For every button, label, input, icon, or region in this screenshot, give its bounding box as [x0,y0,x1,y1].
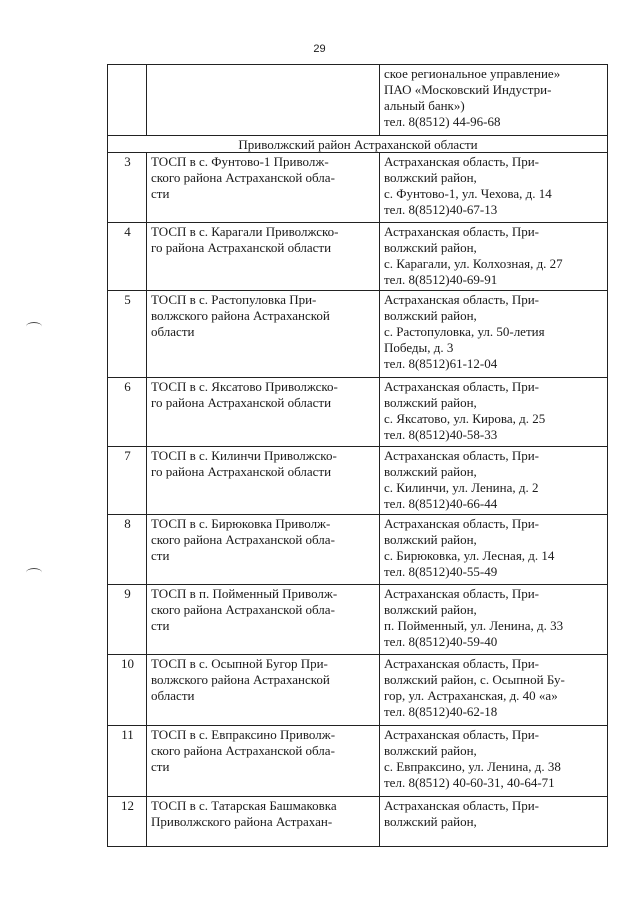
address-line: Астраханская область, При- [384,727,539,742]
address-line: тел. 8(8512)61-12-04 [384,356,498,371]
cell-address [380,447,608,515]
address-line: волжский район, [384,814,477,829]
address-line: тел. 8(8512)40-66-44 [384,496,498,511]
cell-number: 11 [108,726,147,797]
table-row [108,378,608,447]
address-line: альный банк») [384,98,465,113]
cell-number: 9 [108,585,147,655]
cell-address [380,378,608,447]
cell-name [147,797,380,847]
address-line: п. Пойменный, ул. Ленина, д. 33 [384,618,564,633]
table-row [108,797,608,847]
table-row [108,291,608,378]
margin-mark [26,322,42,331]
address-line: волжский район, [384,532,477,547]
address-line: Астраханская область, При- [384,656,539,671]
address-line: тел. 8(8512)40-59-40 [384,634,498,649]
address-line: волжский район, [384,743,477,758]
address-line: тел. 8(8512)40-58-33 [384,427,498,442]
cell-address [380,291,608,378]
cell-name [147,223,380,291]
region-header: Приволжский район Астраханской области [108,136,608,153]
address-line: с. Карагали, ул. Колхозная, д. 27 [384,256,563,271]
cell-number: 10 [108,655,147,726]
name-line: го района Астраханской области [151,240,332,255]
address-line: волжский район, [384,308,477,323]
name-line: ского района Астраханской обла- [151,532,335,547]
address-line: волжский район, [384,602,477,617]
cell-number: 7 [108,447,147,515]
cell-address [380,223,608,291]
table-row [108,726,608,797]
cell-number: 12 [108,797,147,847]
address-line: с. Бирюковка, ул. Лесная, д. 14 [384,548,555,563]
cell-address [380,515,608,585]
table-row [108,515,608,585]
name-line: области [151,688,195,703]
cell-name [147,515,380,585]
name-line: волжского района Астраханской [151,308,330,323]
name-line: ского района Астраханской обла- [151,170,335,185]
cell-address [380,153,608,223]
name-line: ского района Астраханской обла- [151,602,335,617]
address-line: волжский район, [384,170,477,185]
cell-number: 3 [108,153,147,223]
address-line: Астраханская область, При- [384,448,539,463]
address-line: тел. 8(8512)40-55-49 [384,564,498,579]
cell-address [380,797,608,847]
cell-name [147,65,380,136]
cell-address [380,65,608,136]
table-row [108,585,608,655]
address-line: Астраханская область, При- [384,798,539,813]
address-line: Астраханская область, При- [384,154,539,169]
table-row [108,447,608,515]
address-line: тел. 8(8512)40-62-18 [384,704,498,719]
cell-name [147,153,380,223]
cell-address [380,585,608,655]
name-line: ТОСП в с. Фунтово-1 Приволж- [151,154,329,169]
address-line: тел. 8(8512) 40-60-31, 40-64-71 [384,775,555,790]
address-line: ПАО «Московский Индустри- [384,82,552,97]
address-line: Победы, д. 3 [384,340,454,355]
address-line: Астраханская область, При- [384,516,539,531]
address-line: с. Яксатово, ул. Кирова, д. 25 [384,411,546,426]
cell-number: 6 [108,378,147,447]
name-line: ТОСП в с. Карагали Приволжско- [151,224,339,239]
name-line: ТОСП в с. Осыпной Бугор При- [151,656,328,671]
name-line: ТОСП в с. Килинчи Приволжско- [151,448,337,463]
region-header-row [108,136,608,153]
name-line: сти [151,548,170,563]
name-line: волжского района Астраханской [151,672,330,687]
name-line: ТОСП в п. Пойменный Приволж- [151,586,338,601]
name-line: го района Астраханской области [151,395,332,410]
cell-number: 5 [108,291,147,378]
cell-name [147,378,380,447]
name-line: сти [151,618,170,633]
address-line: Астраханская область, При- [384,224,539,239]
name-line: ТОСП в с. Евпраксино Приволж- [151,727,336,742]
margin-mark [26,568,42,577]
name-line: сти [151,759,170,774]
cell-address [380,655,608,726]
address-line: гор, ул. Астраханская, д. 40 «а» [384,688,558,703]
cell-name [147,447,380,515]
address-line: с. Килинчи, ул. Ленина, д. 2 [384,480,539,495]
page-number: 29 [313,43,326,55]
cell-name [147,291,380,378]
address-line: волжский район, [384,464,477,479]
table-row [108,223,608,291]
table-row [108,655,608,726]
name-line: ТОСП в с. Растопуловка При- [151,292,317,307]
cell-address [380,726,608,797]
address-line: тел. 8(8512)40-67-13 [384,202,498,217]
address-line: с. Фунтово-1, ул. Чехова, д. 14 [384,186,552,201]
cell-name [147,655,380,726]
address-line: волжский район, с. Осыпной Бу- [384,672,565,687]
name-line: ского района Астраханской обла- [151,743,335,758]
address-line: Астраханская область, При- [384,586,539,601]
cell-name [147,726,380,797]
address-line: волжский район, [384,395,477,410]
table-row-continued [108,65,608,136]
table-row [108,153,608,223]
address-line: с. Евпраксино, ул. Ленина, д. 38 [384,759,561,774]
name-line: ТОСП в с. Яксатово Приволжско- [151,379,338,394]
address-line: волжский район, [384,240,477,255]
address-line: тел. 8(8512) 44-96-68 [384,114,501,129]
name-line: го района Астраханской области [151,464,332,479]
branch-table [107,64,608,847]
cell-number: 8 [108,515,147,585]
cell-number: 4 [108,223,147,291]
address-line: Астраханская область, При- [384,379,539,394]
address-line: с. Растопуловка, ул. 50-летия [384,324,545,339]
address-line: тел. 8(8512)40-69-91 [384,272,498,287]
name-line: Приволжского района Астрахан- [151,814,333,829]
cell-name [147,585,380,655]
address-line: ское региональное управление» [384,66,561,81]
name-line: ТОСП в с. Татарская Башмаковка [151,798,337,813]
address-line: Астраханская область, При- [384,292,539,307]
name-line: сти [151,186,170,201]
cell-number [108,65,147,136]
name-line: области [151,324,195,339]
name-line: ТОСП в с. Бирюковка Приволж- [151,516,331,531]
